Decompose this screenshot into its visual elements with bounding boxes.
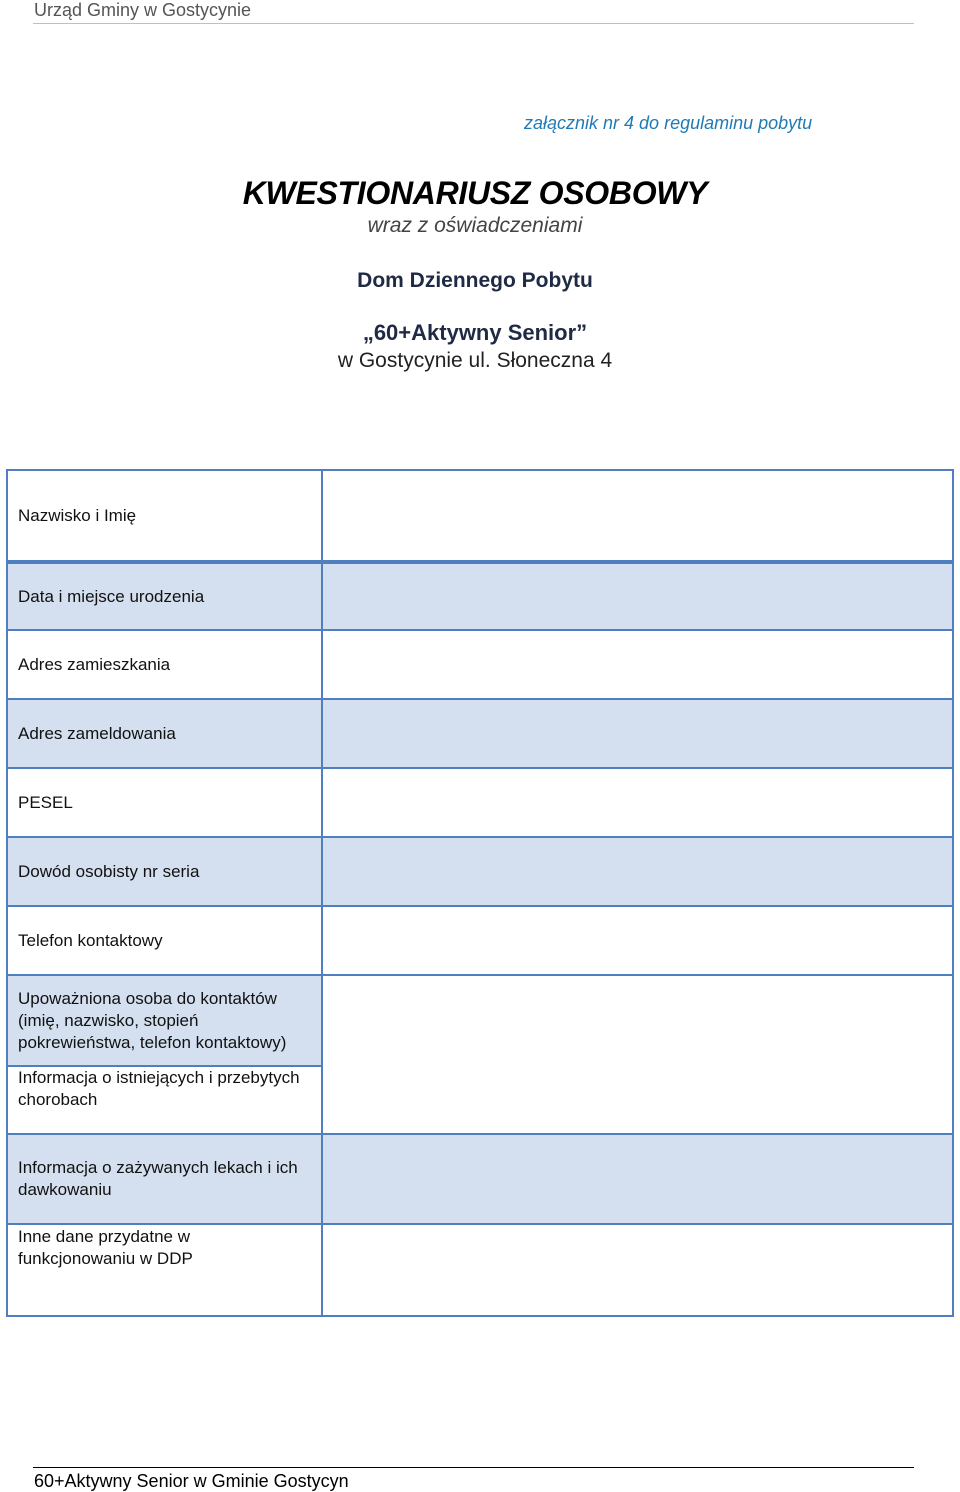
table-row: [7, 906, 953, 975]
footer-text: 60+Aktywny Senior w Gminie Gostycyn: [34, 1471, 349, 1491]
table-row: [7, 699, 953, 768]
field-value-birth[interactable]: [322, 562, 953, 630]
field-value-medications[interactable]: [322, 1134, 953, 1224]
field-label-phone: Telefon kontaktowy: [7, 906, 322, 975]
field-value-registration[interactable]: [322, 699, 953, 768]
field-value-id-card[interactable]: [322, 837, 953, 906]
annex-note: załącznik nr 4 do regulaminu pobytu: [524, 113, 813, 133]
institution-title: Dom Dziennego Pobytu: [357, 269, 593, 292]
table-row: [7, 630, 953, 699]
document-title: KWESTIONARIUSZ OSOBOWY: [242, 175, 708, 211]
field-label-id-card: Dowód osobisty nr seria: [7, 837, 322, 906]
table-row: [7, 837, 953, 906]
header-text: Urząd Gminy w Gostycynie: [34, 0, 252, 20]
field-label-contact-person: Upoważniona osoba do kontaktów (imię, nazwisko, stopień pokrewieństwa, telefon kontaktowy): [7, 975, 322, 1066]
table-row: [7, 1134, 953, 1224]
field-label-pesel: PESEL: [7, 768, 322, 837]
document-subtitle: wraz z oświadczeniami: [367, 214, 583, 237]
field-label-other: Inne dane przydatne w funkcjonowaniu w DDP: [7, 1224, 322, 1316]
personal-questionnaire-table: [6, 469, 954, 1317]
table-row: [7, 562, 953, 630]
field-label-medications: Informacja o zażywanych lekach i ich dawkowaniu: [7, 1134, 322, 1224]
program-title: „60+Aktywny Senior”: [362, 320, 588, 345]
field-label-residence: Adres zamieszkania: [7, 630, 322, 699]
field-label-registration: Adres zameldowania: [7, 699, 322, 768]
institution-address: w Gostycynie ul. Słoneczna 4: [337, 349, 613, 372]
field-label-diseases: Informacja o istniejących i przebytych chorobach: [7, 1066, 322, 1134]
table-row: [7, 1224, 953, 1316]
field-value-contact-and-diseases[interactable]: [322, 975, 953, 1134]
table-row: [7, 768, 953, 837]
page-footer: [33, 1467, 914, 1491]
field-value-other[interactable]: [322, 1224, 953, 1316]
field-label-birth: Data i miejsce urodzenia: [7, 562, 322, 630]
field-value-residence[interactable]: [322, 630, 953, 699]
field-label-name: Nazwisko i Imię: [7, 470, 322, 562]
table-row: [7, 470, 953, 562]
field-value-pesel[interactable]: [322, 768, 953, 837]
table-row: [7, 975, 953, 1066]
field-value-phone[interactable]: [322, 906, 953, 975]
field-value-name[interactable]: [322, 470, 953, 562]
page-header: [33, 0, 914, 24]
